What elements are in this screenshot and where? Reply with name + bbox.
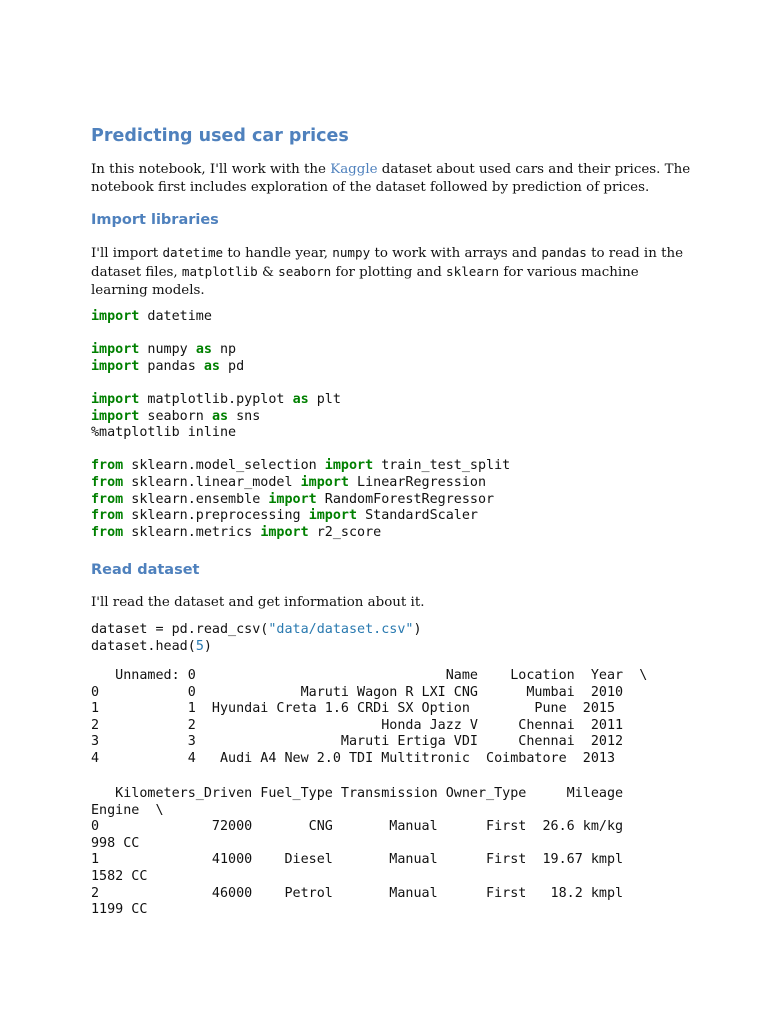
output-table-1	[91, 668, 647, 768]
inline-code-numpy: numpy	[332, 245, 371, 260]
keyword: import	[91, 408, 140, 424]
code-token: dataset = pd.read_csv(	[91, 622, 269, 637]
string-literal: "data/dataset.csv"	[268, 622, 414, 637]
output-line: 0 0 Maruti Wagon R LXI CNG Mumbai 2010	[91, 684, 624, 700]
code-token: train_test_split	[373, 458, 511, 474]
keyword: import	[91, 391, 140, 407]
code-token: )	[413, 622, 422, 637]
output-line: Engine \	[91, 802, 164, 818]
keyword: as	[195, 342, 212, 358]
output-line: 2 46000 Petrol Manual First 18.2 kmpl	[91, 885, 624, 901]
import-text: &	[257, 265, 279, 280]
keyword: import	[300, 474, 349, 490]
output-line: 2 2 Honda Jazz V Chennai 2011	[91, 717, 624, 733]
inline-code-matplotlib: matplotlib	[181, 264, 258, 279]
output-line: 1 41000 Diesel Manual First 19.67 kmpl	[91, 852, 624, 868]
import-code-cell[interactable]	[91, 309, 510, 541]
keyword: import	[268, 491, 317, 507]
keyword: import	[308, 508, 358, 524]
read-dataset-heading: Read dataset	[91, 562, 200, 578]
number-literal: 5	[195, 638, 204, 654]
keyword: as	[211, 408, 229, 424]
keyword: from	[91, 524, 124, 540]
code-token: np	[211, 342, 237, 358]
inline-code-seaborn: seaborn	[278, 264, 332, 279]
read-code-cell[interactable]	[91, 622, 422, 655]
code-token: RandomForestRegressor	[316, 491, 495, 507]
inline-code-datetime: datetime	[162, 245, 224, 260]
import-text: to handle year,	[223, 246, 333, 261]
code-token: pandas	[139, 358, 204, 374]
keyword: import	[91, 358, 140, 374]
output-line: Kilometers_Driven Fuel_Type Transmission Owner_Type Mileage	[91, 786, 624, 801]
page-title: Predicting used car prices	[91, 126, 349, 146]
import-text: to work with arrays and	[370, 246, 542, 261]
output-line: 1199 CC	[91, 902, 148, 918]
output-line: 998 CC	[91, 835, 140, 851]
import-text: for plotting and	[331, 265, 447, 280]
output-line: 0 72000 CNG Manual First 26.6 km/kg	[91, 819, 624, 835]
kaggle-link[interactable]: Kaggle	[330, 162, 378, 177]
code-token: LinearRegression	[349, 474, 487, 490]
keyword: import	[91, 309, 140, 324]
import-description	[91, 244, 691, 300]
code-token: sklearn.ensemble	[123, 491, 269, 507]
read-description: I'll read the dataset and get information about it.	[91, 595, 425, 610]
output-line: 3 3 Maruti Ertiga VDI Chennai 2012	[91, 734, 624, 750]
keyword: from	[91, 508, 124, 524]
import-libraries-heading: Import libraries	[91, 212, 219, 228]
import-text: for various machine learning models.	[91, 265, 639, 298]
code-token: sns	[228, 408, 261, 424]
keyword: as	[292, 391, 309, 407]
output-line: 1 1 Hyundai Creta 1.6 CRDi SX Option Pune 2015	[91, 701, 616, 717]
code-token: sklearn.metrics	[123, 524, 261, 540]
code-token: StandardScaler	[357, 508, 478, 524]
keyword: import	[91, 342, 140, 358]
inline-code-pandas: pandas	[541, 245, 587, 260]
keyword: as	[203, 358, 220, 374]
code-token: pd	[220, 358, 245, 374]
keyword: import	[324, 458, 374, 474]
code-token: sklearn.model_selection	[123, 458, 325, 474]
output-line: Unnamed: 0 Name Location Year \	[91, 668, 648, 683]
code-token: datetime	[139, 309, 212, 324]
intro-text-continued: dataset about used cars and their prices. The notebook first includes exploration of the dataset followed by prediction of prices.	[91, 162, 691, 195]
code-token: matplotlib.pyplot	[139, 391, 293, 407]
code-token: numpy	[139, 342, 196, 358]
keyword: import	[260, 524, 309, 540]
intro-text: In this notebook, I'll work with the	[91, 162, 331, 177]
output-table-2	[91, 786, 623, 919]
keyword: from	[91, 491, 124, 507]
code-token: seaborn	[139, 408, 212, 424]
code-token: sklearn.linear_model	[123, 474, 301, 490]
code-token: plt	[308, 391, 341, 407]
code-token: r2_score	[308, 524, 382, 540]
code-token: )	[203, 638, 212, 654]
code-token: dataset.head(	[91, 638, 196, 654]
intro-paragraph	[91, 161, 691, 197]
inline-code-sklearn: sklearn	[446, 264, 500, 279]
import-text: I'll import	[91, 246, 163, 261]
keyword: from	[91, 458, 124, 474]
keyword: from	[91, 474, 124, 490]
import-text: to read in the dataset files,	[91, 246, 684, 280]
output-line: 4 4 Audi A4 New 2.0 TDI Multitronic Coimbatore 2013	[91, 750, 616, 766]
output-line: 1582 CC	[91, 868, 148, 884]
code-token: sklearn.preprocessing	[123, 508, 309, 524]
magic-command: %matplotlib inline	[91, 425, 237, 441]
